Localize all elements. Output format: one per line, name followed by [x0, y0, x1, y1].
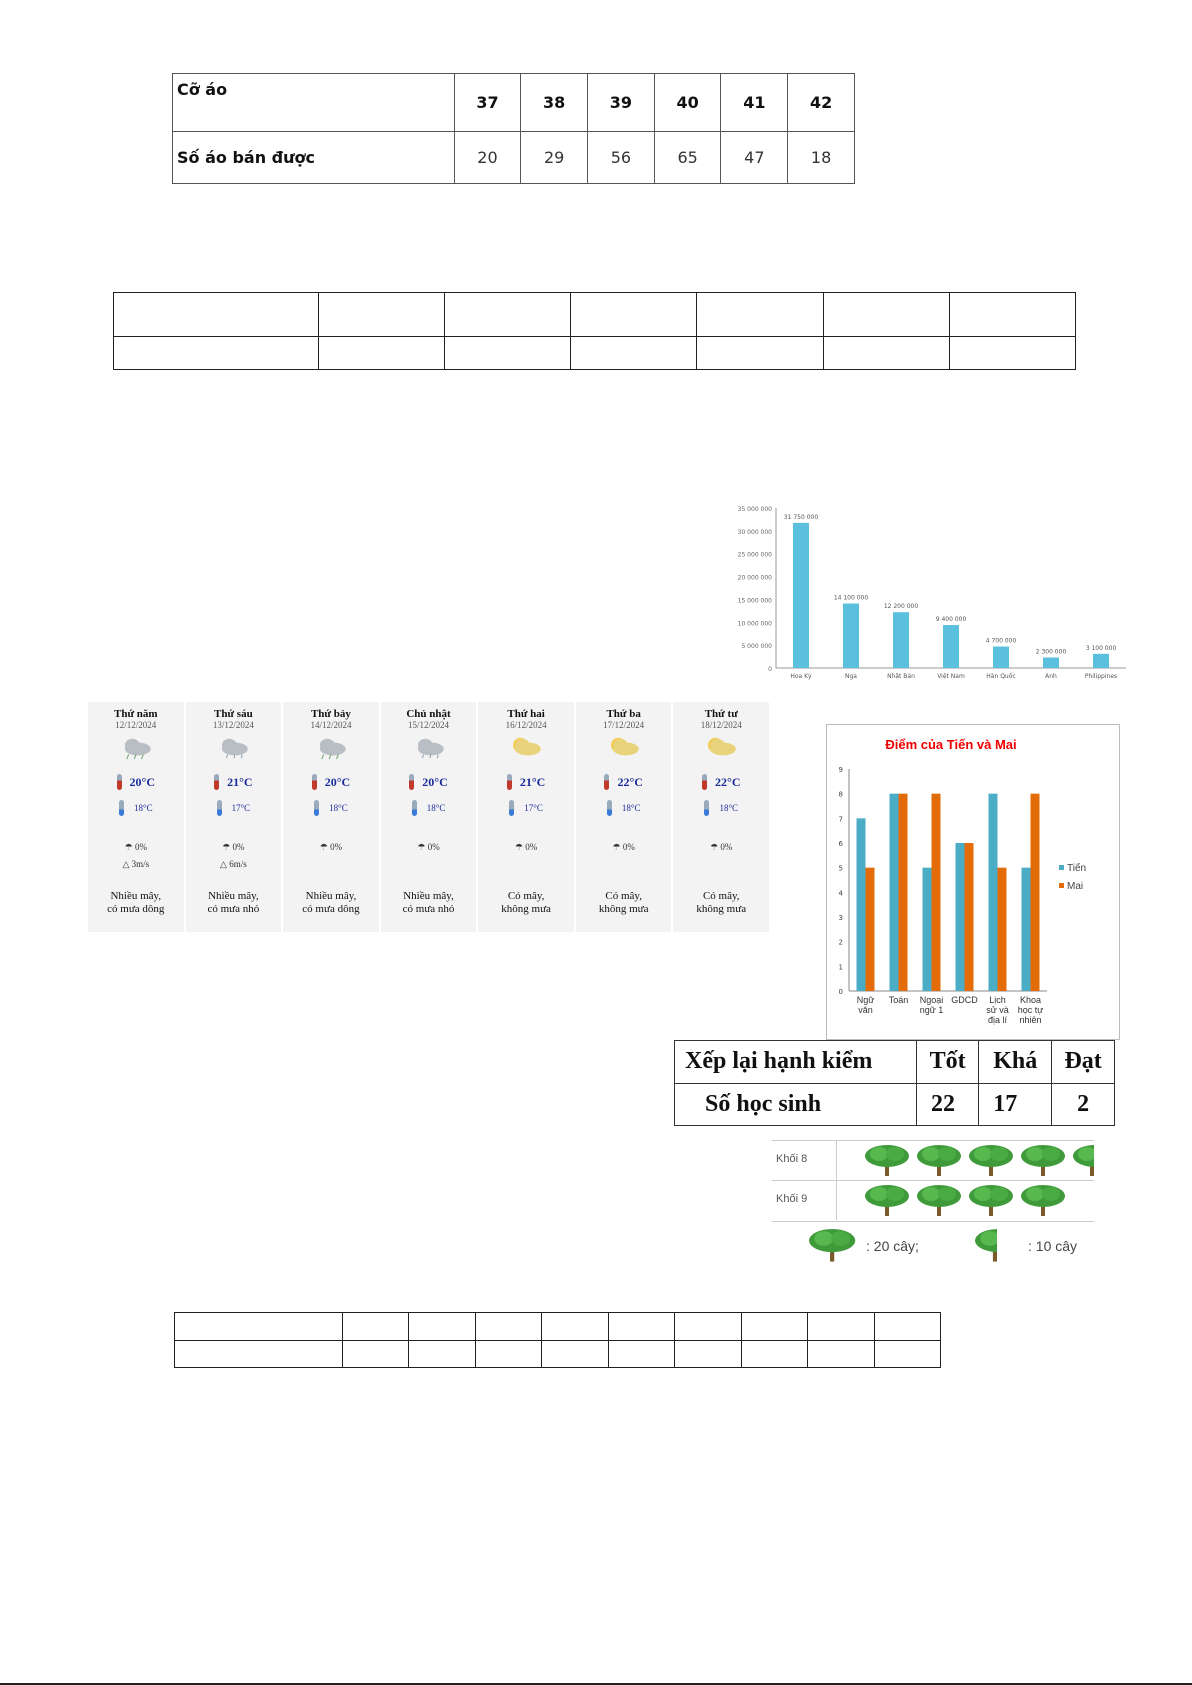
table-cell: Khá: [979, 1041, 1052, 1084]
rain-row: [417, 842, 439, 853]
bar-Mai: [1031, 794, 1040, 991]
weather-forecast: [88, 702, 771, 932]
x-tick-label: học tự: [1017, 1005, 1044, 1015]
desc-line: có mưa dông: [302, 903, 360, 915]
data-label: 31 750 000: [783, 513, 819, 521]
table-cell: 47: [721, 132, 788, 184]
temp-min: 17°C: [231, 803, 251, 813]
table-cell: [175, 1313, 343, 1341]
table-cell: [697, 293, 823, 337]
bar-Mai: [998, 868, 1007, 991]
bar-Tiến: [956, 843, 965, 991]
forecast-day: [576, 702, 674, 932]
table-cell: [175, 1340, 343, 1368]
table-row: [173, 132, 855, 184]
forecast-desc: [88, 890, 184, 916]
table-cell: [823, 337, 949, 370]
table-cell: 38: [521, 74, 588, 132]
temp-min-row: [412, 800, 446, 816]
table-row: [175, 1313, 941, 1341]
desc-line: có mưa nhỏ: [402, 903, 455, 915]
rain-chance: 0%: [134, 842, 147, 852]
table-cell: [608, 1340, 674, 1368]
temp-max: 22°C: [617, 774, 643, 789]
table-cell: [741, 1340, 807, 1368]
desc-line: Nhiều mây,: [403, 890, 454, 902]
table-cell: [874, 1340, 941, 1368]
bar: [1043, 657, 1059, 668]
legend-small-label: : 10 cây: [1028, 1238, 1078, 1254]
thermometer-icon: [607, 800, 612, 816]
y-tick-label: 9: [838, 766, 843, 774]
sun-cloud-icon: [606, 736, 642, 760]
rain-row: [125, 842, 147, 853]
table-cell: [571, 337, 697, 370]
forecast-desc: [478, 890, 574, 916]
bar-Tiến: [989, 794, 998, 991]
data-label: 3 100 000: [1085, 644, 1117, 652]
desc-line: có mưa dông: [107, 903, 165, 915]
day-date: 13/12/2024: [212, 720, 254, 730]
table-cell: [571, 293, 697, 337]
temp-min-row: [704, 800, 738, 816]
table-row: [114, 337, 1076, 370]
table-cell: Đạt: [1052, 1041, 1115, 1084]
x-tick-label: Ngoại: [919, 995, 944, 1005]
y-tick-label: 35 000 000: [737, 506, 772, 513]
wind-speed: 6m/s: [229, 859, 247, 869]
day-name: Chủ nhật: [406, 708, 451, 720]
day-name: Thứ tư: [704, 708, 738, 720]
legend-label: Tiến: [1067, 863, 1087, 874]
temp-min: 18°C: [719, 803, 739, 813]
temp-max-row: [507, 774, 545, 790]
bar: [993, 647, 1009, 668]
x-tick-label: Toán: [888, 995, 909, 1005]
temp-min: 18°C: [133, 803, 153, 813]
table-cell: [675, 1313, 741, 1341]
y-tick-label: 10 000 000: [737, 620, 772, 628]
tree-icon: [916, 1184, 962, 1223]
bar: [893, 612, 909, 668]
thermometer-icon: [412, 800, 417, 816]
thermometer-icon: [604, 774, 609, 790]
thermometer-icon: [314, 800, 319, 816]
y-tick-label: 30 000 000: [737, 528, 772, 536]
thermometer-icon: [119, 800, 124, 816]
table-cell: [808, 1313, 874, 1341]
bar-Tiến: [923, 868, 932, 991]
temp-max: 20°C: [422, 774, 448, 789]
umbrella-icon: ☂: [514, 842, 526, 852]
x-tick-label: ngữ 1: [919, 1005, 944, 1015]
thermometer-icon: [509, 800, 514, 816]
empty-table: [113, 292, 1076, 370]
table-cell: [808, 1340, 874, 1368]
row-label: Cỡ áo: [173, 74, 455, 132]
day-date: 14/12/2024: [310, 720, 352, 730]
legend-big-label: : 20 cây;: [866, 1238, 919, 1254]
temp-min-row: [509, 800, 543, 816]
thermometer-icon: [409, 774, 414, 790]
table-row: [173, 74, 855, 132]
table-cell: 65: [654, 132, 721, 184]
day-date: 18/12/2024: [700, 720, 742, 730]
x-tick-label: GDCD: [951, 995, 978, 1005]
rain-chance: 0%: [232, 842, 245, 852]
y-tick-label: 6: [838, 840, 843, 848]
table-cell: [409, 1340, 475, 1368]
bar: [793, 523, 809, 668]
y-tick-label: 8: [838, 790, 843, 799]
data-label: 9 400 000: [935, 616, 967, 624]
y-tick-label: 0: [768, 666, 772, 673]
umbrella-icon: ☂: [417, 842, 428, 852]
table-cell: 20: [454, 132, 521, 184]
rain-chance: 0%: [720, 842, 733, 852]
wind-icon: △: [122, 859, 132, 869]
table-cell: 41: [721, 74, 788, 132]
forecast-day: [88, 702, 186, 932]
thermometer-icon: [702, 774, 707, 790]
forecast-day: [283, 702, 381, 932]
x-tick-label: Nga: [845, 673, 857, 680]
y-tick-label: 5 000 000: [741, 643, 772, 651]
rain-chance: 0%: [330, 842, 343, 852]
storm-cloud-icon: [118, 736, 154, 760]
table-cell: 29: [521, 132, 588, 184]
table-cell: [445, 293, 571, 337]
empty-table: [174, 1312, 941, 1368]
desc-line: không mưa: [696, 903, 747, 915]
temp-min-row: [607, 800, 641, 816]
table-row: [175, 1340, 941, 1368]
table-cell: 18: [788, 132, 855, 184]
row-label: Xếp lại hạnh kiểm: [675, 1041, 917, 1084]
x-tick-label: Nhật Bản: [887, 673, 915, 680]
x-tick-label: Việt Nam: [937, 673, 965, 680]
bar-Mai: [932, 794, 941, 991]
thermometer-icon: [704, 800, 709, 816]
desc-line: Có mây,: [702, 890, 740, 902]
x-tick-label: Anh: [1045, 673, 1057, 680]
tree-icon: [968, 1184, 1014, 1223]
y-tick-label: 0: [838, 988, 843, 996]
y-tick-label: 15 000 000: [737, 597, 772, 605]
y-tick-label: 3: [838, 914, 843, 922]
storm-cloud-icon: [313, 736, 349, 760]
wind-row: [220, 859, 247, 870]
chart-title: Điểm của Tiến và Mai: [885, 737, 1017, 752]
row-label: Khối 8: [776, 1153, 808, 1165]
temp-min-row: [217, 800, 251, 816]
legend-swatch: [1059, 865, 1064, 870]
table-cell: [343, 1340, 409, 1368]
table-cell: 42: [788, 74, 855, 132]
desc-line: Có mây,: [507, 890, 545, 902]
tree-pictogram: [772, 1140, 1097, 1266]
table-cell: [949, 293, 1075, 337]
day-name: Thứ năm: [113, 708, 158, 720]
data-label: 12 200 000: [883, 603, 919, 611]
desc-line: Nhiều mây,: [305, 890, 357, 902]
table-cell: Tốt: [917, 1041, 979, 1084]
conduct-table: [674, 1040, 1115, 1126]
temp-max: 21°C: [227, 774, 253, 789]
table-cell: 40: [654, 74, 721, 132]
temp-max-row: [702, 774, 740, 790]
tourism-bar-chart: [718, 486, 1138, 712]
desc-line: không mưa: [598, 903, 649, 915]
half-tree-icon: [1072, 1144, 1094, 1183]
rain-row: [222, 842, 244, 853]
wind-icon: △: [220, 859, 230, 869]
day-name: Thứ ba: [606, 708, 641, 720]
forecast-desc: [381, 890, 477, 916]
forecast-day: [381, 702, 479, 932]
row-label: Khối 9: [776, 1193, 808, 1205]
umbrella-icon: ☂: [222, 842, 233, 852]
umbrella-icon: ☂: [319, 842, 331, 852]
bar: [943, 625, 959, 668]
row-label: Số áo bán được: [173, 132, 455, 184]
temp-min: 17°C: [524, 803, 543, 813]
day-name: Thứ sáu: [214, 708, 253, 720]
umbrella-icon: ☂: [612, 842, 623, 852]
data-label: 14 100 000: [833, 594, 869, 602]
x-tick-label: Philippines: [1084, 673, 1118, 680]
table-cell: [542, 1340, 608, 1368]
sun-cloud-icon: [703, 736, 739, 760]
thermometer-icon: [214, 774, 219, 790]
bar: [843, 604, 859, 668]
table-cell: [608, 1313, 674, 1341]
day-date: 16/12/2024: [505, 720, 547, 730]
table-cell: [949, 337, 1075, 370]
forecast-desc: [576, 890, 672, 916]
rain-chance: 0%: [427, 842, 440, 852]
table-row: [114, 293, 1076, 337]
thermometer-icon: [217, 800, 222, 816]
table-cell: [741, 1313, 807, 1341]
score-bar-chart: [826, 724, 1120, 1040]
thermometer-icon: [507, 774, 512, 790]
table-cell: 39: [588, 74, 655, 132]
x-tick-label: Lịch: [989, 995, 1006, 1005]
table-cell: 37: [454, 74, 521, 132]
temp-min: 18°C: [621, 803, 641, 813]
desc-line: Có mây,: [605, 890, 642, 902]
day-date: 17/12/2024: [603, 720, 645, 730]
forecast-day: [478, 702, 576, 932]
y-tick-label: 2: [838, 938, 843, 947]
bar-Mai: [965, 843, 974, 991]
table-cell: [475, 1313, 541, 1341]
table-cell: [697, 337, 823, 370]
x-tick-label: địa lí: [987, 1015, 1008, 1025]
desc-line: Nhiều mây,: [208, 890, 259, 902]
x-tick-label: Hoa Kỳ: [790, 673, 812, 680]
rain-chance: 0%: [622, 842, 635, 852]
rain-row: [613, 842, 635, 853]
bar-Tiến: [890, 794, 899, 991]
tree-icon: [968, 1144, 1014, 1183]
temp-max: 20°C: [129, 774, 156, 789]
table-cell: [319, 337, 445, 370]
table-cell: [823, 293, 949, 337]
temp-max: 22°C: [715, 774, 741, 789]
thermometer-icon: [117, 774, 122, 790]
bar-Tiến: [1022, 868, 1031, 991]
rain-row: [320, 842, 342, 853]
legend-tree-icon: [808, 1228, 856, 1269]
day-name: Thứ bảy: [310, 708, 351, 720]
table-cell: 22: [917, 1083, 979, 1126]
day-date: 15/12/2024: [408, 720, 450, 730]
x-tick-label: Hàn Quốc: [986, 673, 1016, 680]
temp-max: 20°C: [324, 774, 351, 789]
x-tick-label: Khoa: [1019, 995, 1042, 1005]
tree-icon: [1020, 1144, 1066, 1183]
tree-icon: [1020, 1184, 1066, 1223]
temp-max-row: [312, 774, 350, 790]
y-tick-label: 5: [838, 864, 843, 873]
wind-speed: 3m/s: [131, 859, 150, 869]
table-cell: [343, 1313, 409, 1341]
table-cell: [675, 1340, 741, 1368]
temp-max-row: [214, 774, 252, 790]
rain-row: [710, 842, 732, 853]
table-cell: [114, 293, 319, 337]
y-tick-label: 7: [838, 815, 843, 824]
rain-cloud-icon: [411, 736, 447, 760]
day-date: 12/12/2024: [115, 720, 157, 730]
x-tick-label: Ngữ: [856, 995, 875, 1005]
shirt-size-table: [172, 73, 855, 184]
umbrella-icon: ☂: [124, 842, 135, 852]
tree-icon: [864, 1144, 910, 1183]
data-label: 4 700 000: [985, 637, 1017, 645]
legend-label: Mai: [1067, 881, 1084, 892]
temp-min: 18°C: [426, 803, 446, 813]
y-tick-label: 25 000 000: [737, 551, 772, 559]
table-cell: 56: [588, 132, 655, 184]
bar: [1093, 654, 1109, 668]
bar-Mai: [899, 794, 908, 991]
desc-line: Nhiều mây,: [110, 890, 162, 902]
forecast-day: [186, 702, 284, 932]
table-row: [675, 1041, 1115, 1084]
forecast-day: [673, 702, 771, 932]
forecast-desc: [283, 890, 379, 916]
thermometer-icon: [312, 774, 317, 790]
bar-Tiến: [857, 818, 866, 991]
x-tick-label: nhiên: [1019, 1015, 1042, 1025]
desc-line: có mưa nhỏ: [207, 903, 260, 915]
data-label: 2 300 000: [1035, 648, 1067, 656]
rain-chance: 0%: [525, 842, 538, 852]
table-cell: [542, 1313, 608, 1341]
table-cell: [114, 337, 319, 370]
bar-Mai: [866, 868, 875, 991]
table-cell: [475, 1340, 541, 1368]
temp-min: 18°C: [329, 803, 348, 813]
rain-row: [515, 842, 537, 853]
legend-swatch: [1059, 883, 1064, 888]
day-name: Thứ hai: [507, 708, 545, 720]
temp-max: 21°C: [519, 774, 546, 789]
table-cell: [319, 293, 445, 337]
legend-half-tree-icon: [974, 1228, 997, 1269]
table-row: [675, 1083, 1115, 1126]
table-cell: 2: [1052, 1083, 1115, 1126]
divider: [836, 1140, 837, 1220]
rain-cloud-icon: [215, 736, 251, 760]
umbrella-icon: ☂: [710, 842, 721, 852]
forecast-desc: [186, 890, 282, 916]
temp-min-row: [314, 800, 348, 816]
temp-max-row: [117, 774, 155, 790]
y-tick-label: 1: [838, 963, 843, 972]
wind-row: [122, 859, 149, 870]
table-cell: [874, 1313, 941, 1341]
desc-line: không mưa: [501, 903, 551, 915]
table-cell: [445, 337, 571, 370]
temp-min-row: [119, 800, 153, 816]
x-tick-label: sử và: [986, 1005, 1009, 1015]
x-tick-label: văn: [858, 1005, 873, 1015]
tree-icon: [916, 1144, 962, 1183]
forecast-desc: [673, 890, 769, 916]
temp-max-row: [604, 774, 642, 790]
row-label: Số học sinh: [675, 1083, 917, 1126]
table-cell: [409, 1313, 475, 1341]
tree-icon: [864, 1184, 910, 1223]
sun-cloud-icon: [508, 736, 544, 760]
y-tick-label: 20 000 000: [737, 574, 772, 582]
temp-max-row: [409, 774, 447, 790]
table-cell: 17: [979, 1083, 1052, 1126]
y-tick-label: 4: [838, 889, 843, 898]
